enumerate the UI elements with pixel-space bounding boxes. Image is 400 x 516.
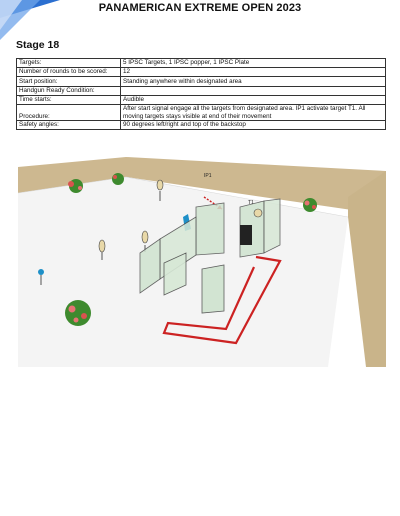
row-value: Audible xyxy=(121,95,386,104)
table-row xyxy=(17,59,386,68)
document-title: PANAMERICAN EXTREME OPEN 2023 xyxy=(98,2,302,14)
row-label: Start position: xyxy=(17,77,121,86)
row-label: Targets: xyxy=(17,59,121,68)
steel-plate xyxy=(254,209,262,217)
bush xyxy=(65,300,91,326)
table-row xyxy=(17,121,386,130)
stage-brief-table xyxy=(16,58,386,130)
table-row xyxy=(17,77,386,86)
t1-label: T1 xyxy=(248,200,254,206)
row-label: Handgun Ready Condition: xyxy=(17,86,121,95)
bush xyxy=(303,198,317,212)
row-value: Standing anywhere within designated area xyxy=(121,77,386,86)
table-row xyxy=(17,95,386,104)
berm-right xyxy=(348,171,386,367)
row-value: 12 xyxy=(121,68,386,77)
steel-plate-stand xyxy=(240,225,252,245)
stage-title: Stage 18 xyxy=(16,39,60,51)
table-row xyxy=(17,68,386,77)
row-value: 5 IPSC Targets, 1 IPSC popper, 1 IPSC Plate xyxy=(121,59,386,68)
ip1-label: IP1 xyxy=(204,173,212,179)
table-row xyxy=(17,86,386,95)
row-value: 90 degrees left/right and top of the backstop xyxy=(121,121,386,130)
row-label: Safety angles: xyxy=(17,121,121,130)
row-label: Number of rounds to be scored: xyxy=(17,68,121,77)
row-value xyxy=(121,86,386,95)
row-label: Procedure: xyxy=(17,104,121,120)
stage-diagram xyxy=(18,157,386,367)
row-value: After start signal engage all the targets from designated area. IP1 activate target T1. All moving targets stays visible at end of their movement xyxy=(121,104,386,120)
table-row xyxy=(17,104,386,120)
row-label: Time starts: xyxy=(17,95,121,104)
bush xyxy=(112,173,124,185)
